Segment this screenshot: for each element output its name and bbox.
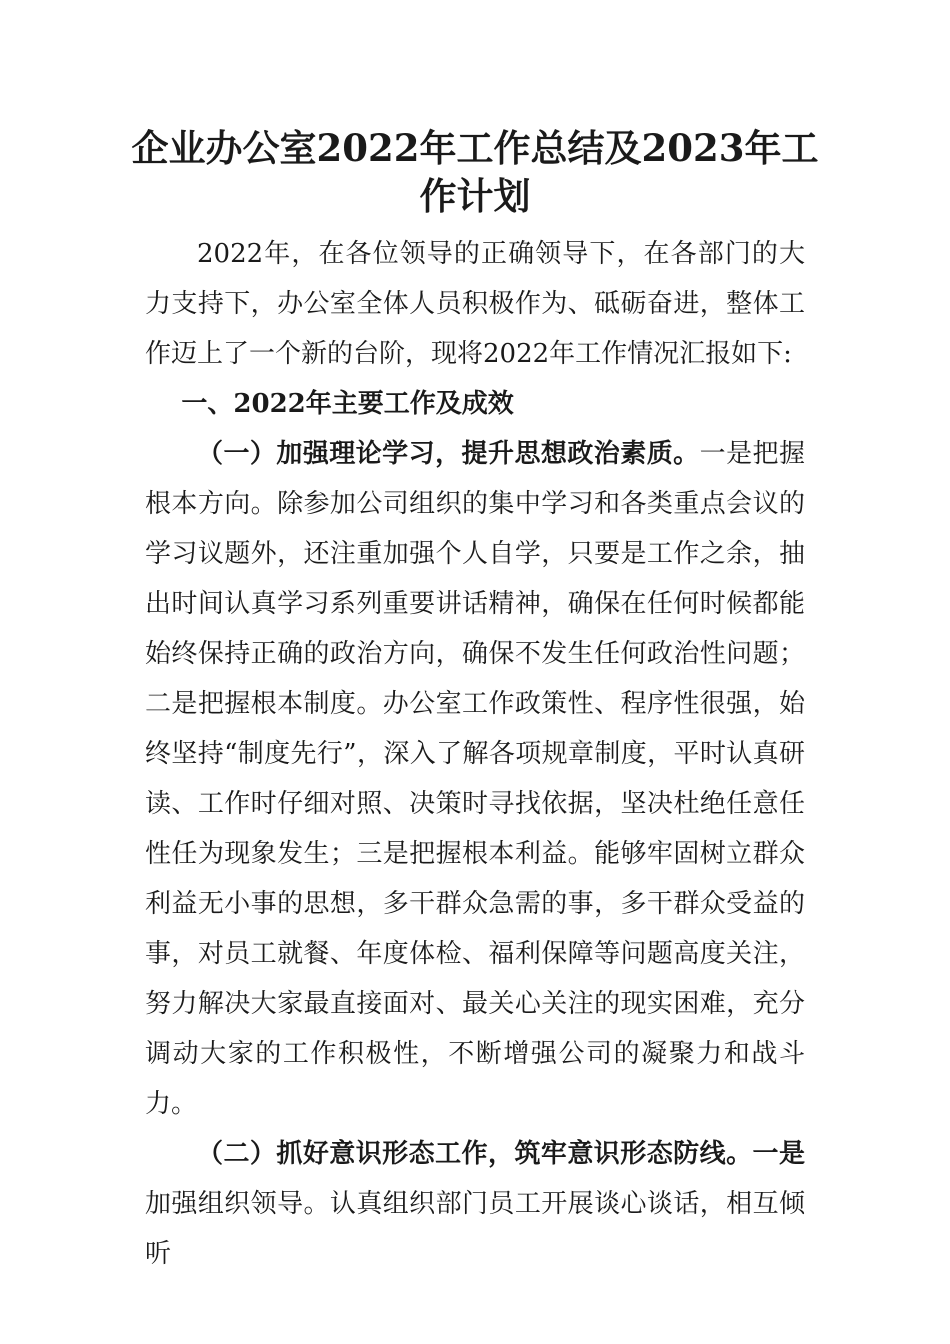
intro-paragraph: 2022年，在各位领导的正确领导下，在各部门的大力支持下，办公室全体人员积极作为、砥砺奋进，整体工作迈上了一个新的台阶，现将2022年工作情况汇报如下: [145,239,805,369]
subsection-2-body: 加强组织领导。认真组织部门员工开展谈心谈话，相互倾听 [145,1189,805,1269]
section-heading: 一、2022年主要工作及成效 [181,389,514,419]
document-title: 企业办公室2022年工作总结及2023年工作计划 [131,126,819,218]
document-body [145,229,805,1279]
subsection-2-paragraph [145,1129,805,1279]
subsection-2-lead: （二）抓好意识形态工作，筑牢意识形态防线。一是 [197,1139,805,1169]
subsection-1-paragraph [145,429,805,1129]
subsection-1-body: 一是把握根本方向。除参加公司组织的集中学习和各类重点会议的学习议题外，还注重加强个人自学，只要是工作之余，抽出时间认真学习系列重要讲话精神，确保在任何时候都能始终保持正确的政治方向，确保不发生任何政治性问题；二是把握根本制度。办公室工作政策性、程序性很强，始终坚持“制度先行”，深入了解各项规章制度，平时认真研读、工作时仔细对照、决策时寻找依据，坚决杜绝任意任性任为现象发生；三是把握根本利益。能够牢固树立群众利益无小事的思想，多干群众急需的事，多干群众受益的事，对员工就餐、年度体检、福利保障等问题高度关注，努力解决大家最直接面对、最关心关注的现实困难，充分调动大家的工作积极性，不断增强公司的凝聚力和战斗力。 [145,439,805,1119]
subsection-1-lead: （一）加强理论学习，提升思想政治素质。 [197,439,700,469]
